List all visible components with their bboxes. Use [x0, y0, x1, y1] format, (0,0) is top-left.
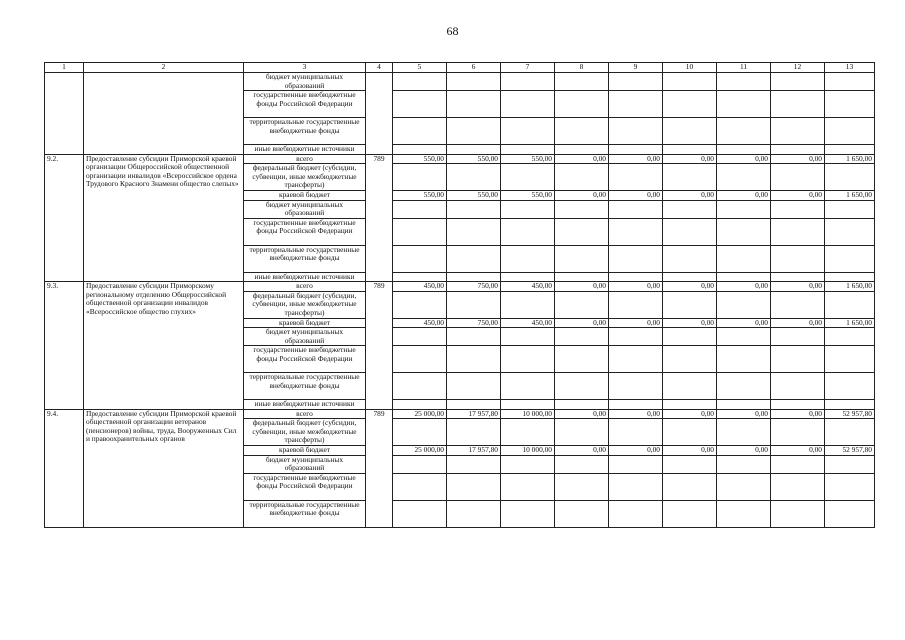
- value-cell: [447, 346, 501, 373]
- value-cell: [717, 373, 771, 400]
- value-cell: 450,00: [393, 318, 447, 328]
- row-number-cell: 9.4.: [45, 409, 84, 527]
- value-cell: 0,00: [771, 154, 825, 164]
- value-cell: 750,00: [447, 282, 501, 292]
- value-cell: [447, 73, 501, 91]
- value-cell: [447, 218, 501, 245]
- value-cell: [555, 328, 609, 346]
- value-cell: [717, 291, 771, 318]
- source-cell: всего: [244, 154, 366, 164]
- activity-name-cell: Предоставление субсидии Приморской краевой организации Общероссийской общественной организации инвалидов «Всероссийское ордена Трудового Красного Знамени общество слепых»: [84, 154, 244, 282]
- value-cell: [663, 473, 717, 500]
- value-cell: [393, 118, 447, 145]
- value-cell: [663, 245, 717, 272]
- budget-table: [44, 62, 875, 528]
- value-cell: [393, 346, 447, 373]
- value-cell: [501, 373, 555, 400]
- value-cell: 0,00: [555, 409, 609, 419]
- value-cell: [663, 73, 717, 91]
- value-cell: [771, 500, 825, 527]
- value-cell: 0,00: [609, 409, 663, 419]
- value-cell: [717, 145, 771, 155]
- value-cell: [663, 200, 717, 218]
- value-cell: [825, 145, 875, 155]
- value-cell: [393, 328, 447, 346]
- value-cell: 0,00: [717, 409, 771, 419]
- value-cell: [771, 118, 825, 145]
- value-cell: [447, 145, 501, 155]
- value-cell: [393, 473, 447, 500]
- value-cell: 0,00: [609, 282, 663, 292]
- value-cell: [717, 200, 771, 218]
- value-cell: 25 000,00: [393, 446, 447, 456]
- value-cell: [393, 91, 447, 118]
- value-cell: 0,00: [609, 318, 663, 328]
- value-cell: [825, 118, 875, 145]
- source-cell: федеральный бюджет (субсидии, субвенции, иные межбюджетные трансферты): [244, 419, 366, 446]
- table-row: [45, 73, 875, 91]
- value-cell: 1 650,00: [825, 191, 875, 201]
- value-cell: [717, 272, 771, 282]
- value-cell: [609, 218, 663, 245]
- value-cell: [825, 455, 875, 473]
- value-cell: 0,00: [771, 318, 825, 328]
- value-cell: [555, 218, 609, 245]
- value-cell: [393, 73, 447, 91]
- value-cell: 0,00: [771, 191, 825, 201]
- column-header: 3: [244, 63, 366, 73]
- value-cell: [717, 455, 771, 473]
- value-cell: [447, 455, 501, 473]
- value-cell: [717, 73, 771, 91]
- value-cell: [609, 291, 663, 318]
- value-cell: [717, 164, 771, 191]
- value-cell: [501, 419, 555, 446]
- value-cell: 0,00: [609, 191, 663, 201]
- value-cell: [501, 164, 555, 191]
- value-cell: [609, 73, 663, 91]
- source-cell: иные внебюджетные источники: [244, 272, 366, 282]
- value-cell: [609, 200, 663, 218]
- value-cell: [447, 200, 501, 218]
- value-cell: 0,00: [609, 446, 663, 456]
- value-cell: [663, 328, 717, 346]
- value-cell: 17 957,80: [447, 446, 501, 456]
- value-cell: [555, 200, 609, 218]
- value-cell: [609, 272, 663, 282]
- value-cell: [771, 328, 825, 346]
- source-cell: территориальные государственные внебюджетные фонды: [244, 373, 366, 400]
- value-cell: 10 000,00: [501, 409, 555, 419]
- value-cell: [825, 245, 875, 272]
- source-cell: всего: [244, 409, 366, 419]
- value-cell: [825, 500, 875, 527]
- value-cell: 550,00: [447, 154, 501, 164]
- value-cell: [447, 164, 501, 191]
- value-cell: 0,00: [663, 282, 717, 292]
- value-cell: [609, 455, 663, 473]
- value-cell: [825, 400, 875, 410]
- value-cell: 0,00: [555, 282, 609, 292]
- value-cell: 450,00: [393, 282, 447, 292]
- value-cell: [393, 400, 447, 410]
- value-cell: [825, 200, 875, 218]
- table-row: [45, 282, 875, 292]
- value-cell: [771, 291, 825, 318]
- value-cell: [555, 91, 609, 118]
- value-cell: 0,00: [663, 409, 717, 419]
- value-cell: 0,00: [663, 446, 717, 456]
- value-cell: [501, 346, 555, 373]
- value-cell: [663, 91, 717, 118]
- source-cell: федеральный бюджет (субсидии, субвенции, иные межбюджетные трансферты): [244, 291, 366, 318]
- column-header: 10: [663, 63, 717, 73]
- value-cell: 0,00: [771, 282, 825, 292]
- source-cell: всего: [244, 282, 366, 292]
- value-cell: 0,00: [771, 446, 825, 456]
- value-cell: 0,00: [609, 154, 663, 164]
- value-cell: 450,00: [501, 318, 555, 328]
- value-cell: 550,00: [501, 191, 555, 201]
- value-cell: [447, 291, 501, 318]
- value-cell: [501, 73, 555, 91]
- value-cell: [393, 500, 447, 527]
- value-cell: [771, 400, 825, 410]
- value-cell: [825, 419, 875, 446]
- source-cell: государственные внебюджетные фонды Российской Федерации: [244, 91, 366, 118]
- value-cell: 750,00: [447, 318, 501, 328]
- column-header: 6: [447, 63, 501, 73]
- value-cell: [663, 291, 717, 318]
- value-cell: [609, 346, 663, 373]
- source-cell: иные внебюджетные источники: [244, 400, 366, 410]
- code-cell: [366, 73, 393, 155]
- value-cell: [501, 500, 555, 527]
- value-cell: [501, 218, 555, 245]
- row-number-cell: 9.2.: [45, 154, 84, 282]
- source-cell: краевой бюджет: [244, 318, 366, 328]
- table-row: [45, 409, 875, 419]
- value-cell: [501, 118, 555, 145]
- value-cell: [609, 91, 663, 118]
- value-cell: [555, 118, 609, 145]
- column-header: 9: [609, 63, 663, 73]
- value-cell: 10 000,00: [501, 446, 555, 456]
- value-cell: [447, 91, 501, 118]
- value-cell: [555, 400, 609, 410]
- value-cell: 0,00: [555, 446, 609, 456]
- value-cell: [555, 419, 609, 446]
- source-cell: территориальные государственные внебюджетные фонды: [244, 500, 366, 527]
- value-cell: 0,00: [555, 154, 609, 164]
- value-cell: [609, 473, 663, 500]
- value-cell: [501, 291, 555, 318]
- value-cell: [393, 419, 447, 446]
- value-cell: 0,00: [663, 318, 717, 328]
- value-cell: [717, 346, 771, 373]
- value-cell: [663, 373, 717, 400]
- value-cell: [771, 419, 825, 446]
- activity-name-cell: [84, 73, 244, 155]
- activity-name-cell: Предоставление субсидии Приморскому региональному отделению Общероссийской общественной организации инвалидов «Всероссийское общество глухих»: [84, 282, 244, 410]
- value-cell: 52 957,80: [825, 409, 875, 419]
- value-cell: 1 650,00: [825, 282, 875, 292]
- value-cell: [447, 500, 501, 527]
- value-cell: [447, 245, 501, 272]
- code-cell: 789: [366, 282, 393, 410]
- value-cell: [825, 373, 875, 400]
- page-number: 68: [446, 24, 459, 38]
- value-cell: [393, 200, 447, 218]
- source-cell: государственные внебюджетные фонды Российской Федерации: [244, 346, 366, 373]
- value-cell: 52 957,80: [825, 446, 875, 456]
- source-cell: государственные внебюджетные фонды Российской Федерации: [244, 218, 366, 245]
- value-cell: 0,00: [555, 191, 609, 201]
- value-cell: [555, 346, 609, 373]
- value-cell: 550,00: [393, 154, 447, 164]
- value-cell: 0,00: [771, 409, 825, 419]
- value-cell: [771, 373, 825, 400]
- source-cell: бюджет муниципальных образований: [244, 328, 366, 346]
- value-cell: 1 650,00: [825, 318, 875, 328]
- value-cell: [609, 373, 663, 400]
- value-cell: [825, 73, 875, 91]
- value-cell: [609, 400, 663, 410]
- value-cell: [771, 73, 825, 91]
- value-cell: 0,00: [663, 191, 717, 201]
- value-cell: [447, 400, 501, 410]
- value-cell: [555, 291, 609, 318]
- value-cell: [501, 145, 555, 155]
- source-cell: бюджет муниципальных образований: [244, 73, 366, 91]
- source-cell: бюджет муниципальных образований: [244, 200, 366, 218]
- value-cell: [609, 500, 663, 527]
- code-cell: 789: [366, 409, 393, 527]
- value-cell: [501, 400, 555, 410]
- value-cell: [771, 164, 825, 191]
- value-cell: [393, 373, 447, 400]
- value-cell: 0,00: [717, 282, 771, 292]
- value-cell: [501, 455, 555, 473]
- column-header: 1: [45, 63, 84, 73]
- value-cell: [609, 118, 663, 145]
- table-row: [45, 154, 875, 164]
- value-cell: [717, 419, 771, 446]
- value-cell: [771, 346, 825, 373]
- source-cell: федеральный бюджет (субсидии, субвенции, иные межбюджетные трансферты): [244, 164, 366, 191]
- value-cell: [555, 164, 609, 191]
- value-cell: [501, 272, 555, 282]
- value-cell: [393, 455, 447, 473]
- value-cell: [663, 272, 717, 282]
- value-cell: [825, 91, 875, 118]
- value-cell: [501, 245, 555, 272]
- value-cell: [771, 455, 825, 473]
- value-cell: [663, 218, 717, 245]
- value-cell: [771, 218, 825, 245]
- code-cell: 789: [366, 154, 393, 282]
- value-cell: [771, 200, 825, 218]
- value-cell: [501, 91, 555, 118]
- source-cell: краевой бюджет: [244, 446, 366, 456]
- value-cell: [825, 272, 875, 282]
- value-cell: [717, 473, 771, 500]
- value-cell: [555, 245, 609, 272]
- column-header: 5: [393, 63, 447, 73]
- value-cell: [663, 455, 717, 473]
- value-cell: [771, 473, 825, 500]
- value-cell: [717, 400, 771, 410]
- value-cell: [663, 145, 717, 155]
- value-cell: 550,00: [501, 154, 555, 164]
- source-cell: иные внебюджетные источники: [244, 145, 366, 155]
- value-cell: [663, 419, 717, 446]
- value-cell: [717, 328, 771, 346]
- value-cell: [555, 500, 609, 527]
- source-cell: территориальные государственные внебюджетные фонды: [244, 118, 366, 145]
- value-cell: [717, 118, 771, 145]
- value-cell: [447, 328, 501, 346]
- value-cell: [609, 328, 663, 346]
- value-cell: [555, 145, 609, 155]
- column-header: 13: [825, 63, 875, 73]
- column-header: 11: [717, 63, 771, 73]
- value-cell: 550,00: [393, 191, 447, 201]
- value-cell: [825, 164, 875, 191]
- value-cell: [663, 164, 717, 191]
- value-cell: [717, 91, 771, 118]
- column-header: 12: [771, 63, 825, 73]
- row-number-cell: [45, 73, 84, 155]
- value-cell: 550,00: [447, 191, 501, 201]
- value-cell: [447, 473, 501, 500]
- value-cell: [393, 272, 447, 282]
- value-cell: 0,00: [717, 154, 771, 164]
- source-cell: краевой бюджет: [244, 191, 366, 201]
- value-cell: [609, 145, 663, 155]
- value-cell: [609, 164, 663, 191]
- value-cell: 0,00: [663, 154, 717, 164]
- value-cell: 0,00: [717, 191, 771, 201]
- value-cell: [501, 328, 555, 346]
- value-cell: 450,00: [501, 282, 555, 292]
- value-cell: [447, 419, 501, 446]
- column-header: 2: [84, 63, 244, 73]
- value-cell: [825, 291, 875, 318]
- value-cell: [825, 218, 875, 245]
- value-cell: [771, 245, 825, 272]
- value-cell: 0,00: [717, 446, 771, 456]
- value-cell: [663, 346, 717, 373]
- value-cell: [555, 73, 609, 91]
- source-cell: бюджет муниципальных образований: [244, 455, 366, 473]
- value-cell: [447, 118, 501, 145]
- header-row: [45, 63, 875, 73]
- value-cell: [555, 272, 609, 282]
- value-cell: 25 000,00: [393, 409, 447, 419]
- value-cell: [393, 291, 447, 318]
- value-cell: 17 957,80: [447, 409, 501, 419]
- value-cell: [447, 373, 501, 400]
- value-cell: [609, 419, 663, 446]
- value-cell: [609, 245, 663, 272]
- value-cell: [393, 245, 447, 272]
- source-cell: территориальные государственные внебюджетные фонды: [244, 245, 366, 272]
- value-cell: 0,00: [717, 318, 771, 328]
- value-cell: [393, 164, 447, 191]
- column-header: 8: [555, 63, 609, 73]
- value-cell: [717, 500, 771, 527]
- value-cell: [393, 218, 447, 245]
- source-cell: государственные внебюджетные фонды Российской Федерации: [244, 473, 366, 500]
- value-cell: 0,00: [555, 318, 609, 328]
- value-cell: [501, 200, 555, 218]
- value-cell: [825, 473, 875, 500]
- value-cell: [663, 118, 717, 145]
- value-cell: 1 650,00: [825, 154, 875, 164]
- value-cell: [717, 218, 771, 245]
- value-cell: [555, 373, 609, 400]
- activity-name-cell: Предоставление субсидии Приморской краевой общественной организации ветеранов (пенсионеров) войны, труда, Вооруженных Сил и правоохранительных органов: [84, 409, 244, 527]
- value-cell: [825, 328, 875, 346]
- value-cell: [717, 245, 771, 272]
- value-cell: [663, 400, 717, 410]
- value-cell: [447, 272, 501, 282]
- value-cell: [555, 473, 609, 500]
- value-cell: [771, 91, 825, 118]
- value-cell: [555, 455, 609, 473]
- value-cell: [771, 145, 825, 155]
- value-cell: [663, 500, 717, 527]
- value-cell: [771, 272, 825, 282]
- value-cell: [393, 145, 447, 155]
- column-header: 4: [366, 63, 393, 73]
- row-number-cell: 9.3.: [45, 282, 84, 410]
- column-header: 7: [501, 63, 555, 73]
- value-cell: [501, 473, 555, 500]
- value-cell: [825, 346, 875, 373]
